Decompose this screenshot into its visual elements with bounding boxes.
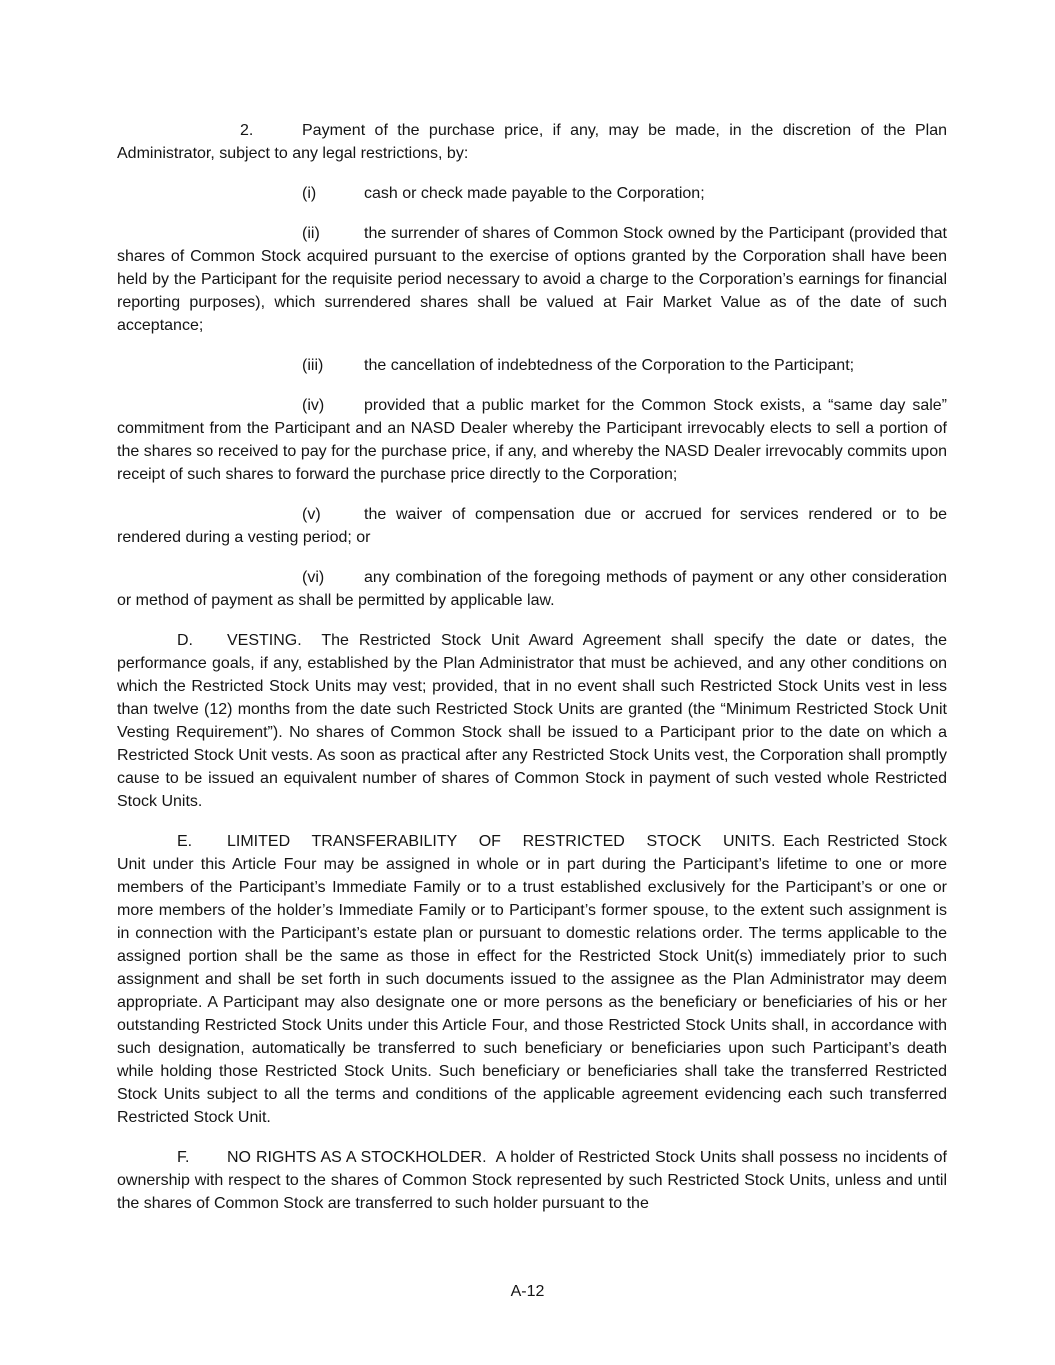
section-heading: LIMITED TRANSFERABILITY OF RESTRICTED STOCK UNITS. bbox=[227, 833, 776, 850]
subitem-text: the waiver of compensation due or accrued for services rendered or to be rendered during a vesting period; or bbox=[117, 506, 947, 546]
subitem-iii bbox=[117, 354, 947, 377]
section-text: A holder of Restricted Stock Units shall possess no incidents of ownership with respect to the shares of Common Stock represented by such Restricted Stock Units, unless and until the shares of Common Stock are transferred to such holder pursuant to the bbox=[117, 1149, 947, 1212]
subitem-label: (ii) bbox=[302, 225, 320, 242]
page-number: A-12 bbox=[510, 1283, 545, 1300]
subitem-label: (iv) bbox=[302, 397, 325, 414]
section-heading: NO RIGHTS AS A STOCKHOLDER. bbox=[227, 1149, 487, 1166]
subitem-label: (vi) bbox=[302, 569, 325, 586]
subitem-iv bbox=[117, 394, 947, 486]
section-letter: E. bbox=[177, 833, 193, 850]
document-page bbox=[117, 119, 947, 1215]
section-letter: D. bbox=[177, 632, 193, 649]
subitem-ii bbox=[117, 222, 947, 337]
subitem-text: the cancellation of indebtedness of the Corporation to the Participant; bbox=[364, 357, 855, 374]
subitem-v bbox=[117, 503, 947, 549]
item-text: Payment of the purchase price, if any, may be made, in the discretion of the Plan Administrator, subject to any legal restrictions, by: bbox=[117, 122, 947, 162]
paragraph-item-2 bbox=[117, 119, 947, 165]
subitem-i bbox=[117, 182, 947, 205]
section-heading: VESTING. bbox=[227, 632, 302, 649]
item-number: 2. bbox=[240, 122, 254, 139]
subitem-label: (iii) bbox=[302, 357, 324, 374]
subitem-label: (i) bbox=[302, 185, 317, 202]
subitem-label: (v) bbox=[302, 506, 321, 523]
section-d-vesting bbox=[117, 629, 947, 813]
section-text: Each Restricted Stock Unit under this Article Four may be assigned in whole or in part during the Participant’s lifetime to one or more members of the Participant’s Immediate Family or to a trust established exclusively for the Participant’s or one or more members of the holder’s Immediate Family or to Participant’s former spouse, to the extent such assignment is in connection with the Participant’s estate plan or pursuant to domestic relations order. The terms applicable to the assigned portion shall be the same as those in effect for the Restricted Stock Unit(s) immediately prior to such assignment and shall be set forth in such documents issued to the assignee as the Plan Administrator may deem appropriate. A Participant may also designate one or more persons as the beneficiary or beneficiaries of his or her outstanding Restricted Stock Units under this Article Four, and those Restricted Stock Units shall, in accordance with such designation, automatically be transferred to such beneficiary or beneficiaries upon such Participant’s death while holding those Restricted Stock Units. Such beneficiary or beneficiaries shall take the transferred Restricted Stock Units subject to all the terms and conditions of the applicable agreement evidencing each such transferred Restricted Stock Unit. bbox=[117, 833, 947, 1126]
section-text: The Restricted Stock Unit Award Agreement shall specify the date or dates, the performance goals, if any, established by the Plan Administrator that must be achieved, and any other conditions on which the Restricted Stock Units may vest; provided, that in no event shall such Restricted Stock Units vest in less than twelve (12) months from the date such Restricted Stock Units are granted (the “Minimum Restricted Stock Unit Vesting Requirement”). No shares of Common Stock shall be issued to a Participant prior to the date on which a Restricted Stock Unit vests. As soon as practical after any Restricted Stock Units vest, the Corporation shall promptly cause to be issued an equivalent number of shares of Common Stock in payment of such vested whole Restricted Stock Units. bbox=[117, 632, 947, 810]
subitem-text: the surrender of shares of Common Stock owned by the Participant (provided that shares of Common Stock acquired pursuant to the exercise of options granted by the Corporation shall have been held by the Participant for the requisite period necessary to avoid a charge to the Corporation’s earnings for financial reporting purposes), which surrendered shares shall be valued at Fair Market Value as of the date of such acceptance; bbox=[117, 225, 947, 334]
subitem-text: cash or check made payable to the Corporation; bbox=[364, 185, 705, 202]
section-letter: F. bbox=[177, 1149, 190, 1166]
section-f-no-rights bbox=[117, 1146, 947, 1215]
subitem-vi bbox=[117, 566, 947, 612]
subitem-text: provided that a public market for the Common Stock exists, a “same day sale” commitment from the Participant and an NASD Dealer whereby the Participant irrevocably elects to sell a portion of the shares so received to pay for the purchase price, if any, and whereby the NASD Dealer irrevocably commits upon receipt of such shares to forward the purchase price directly to the Corporation; bbox=[117, 397, 947, 483]
section-e-limited-transferability bbox=[117, 830, 947, 1129]
subitem-text: any combination of the foregoing methods of payment or any other consideration or method of payment as shall be permitted by applicable law. bbox=[117, 569, 947, 609]
